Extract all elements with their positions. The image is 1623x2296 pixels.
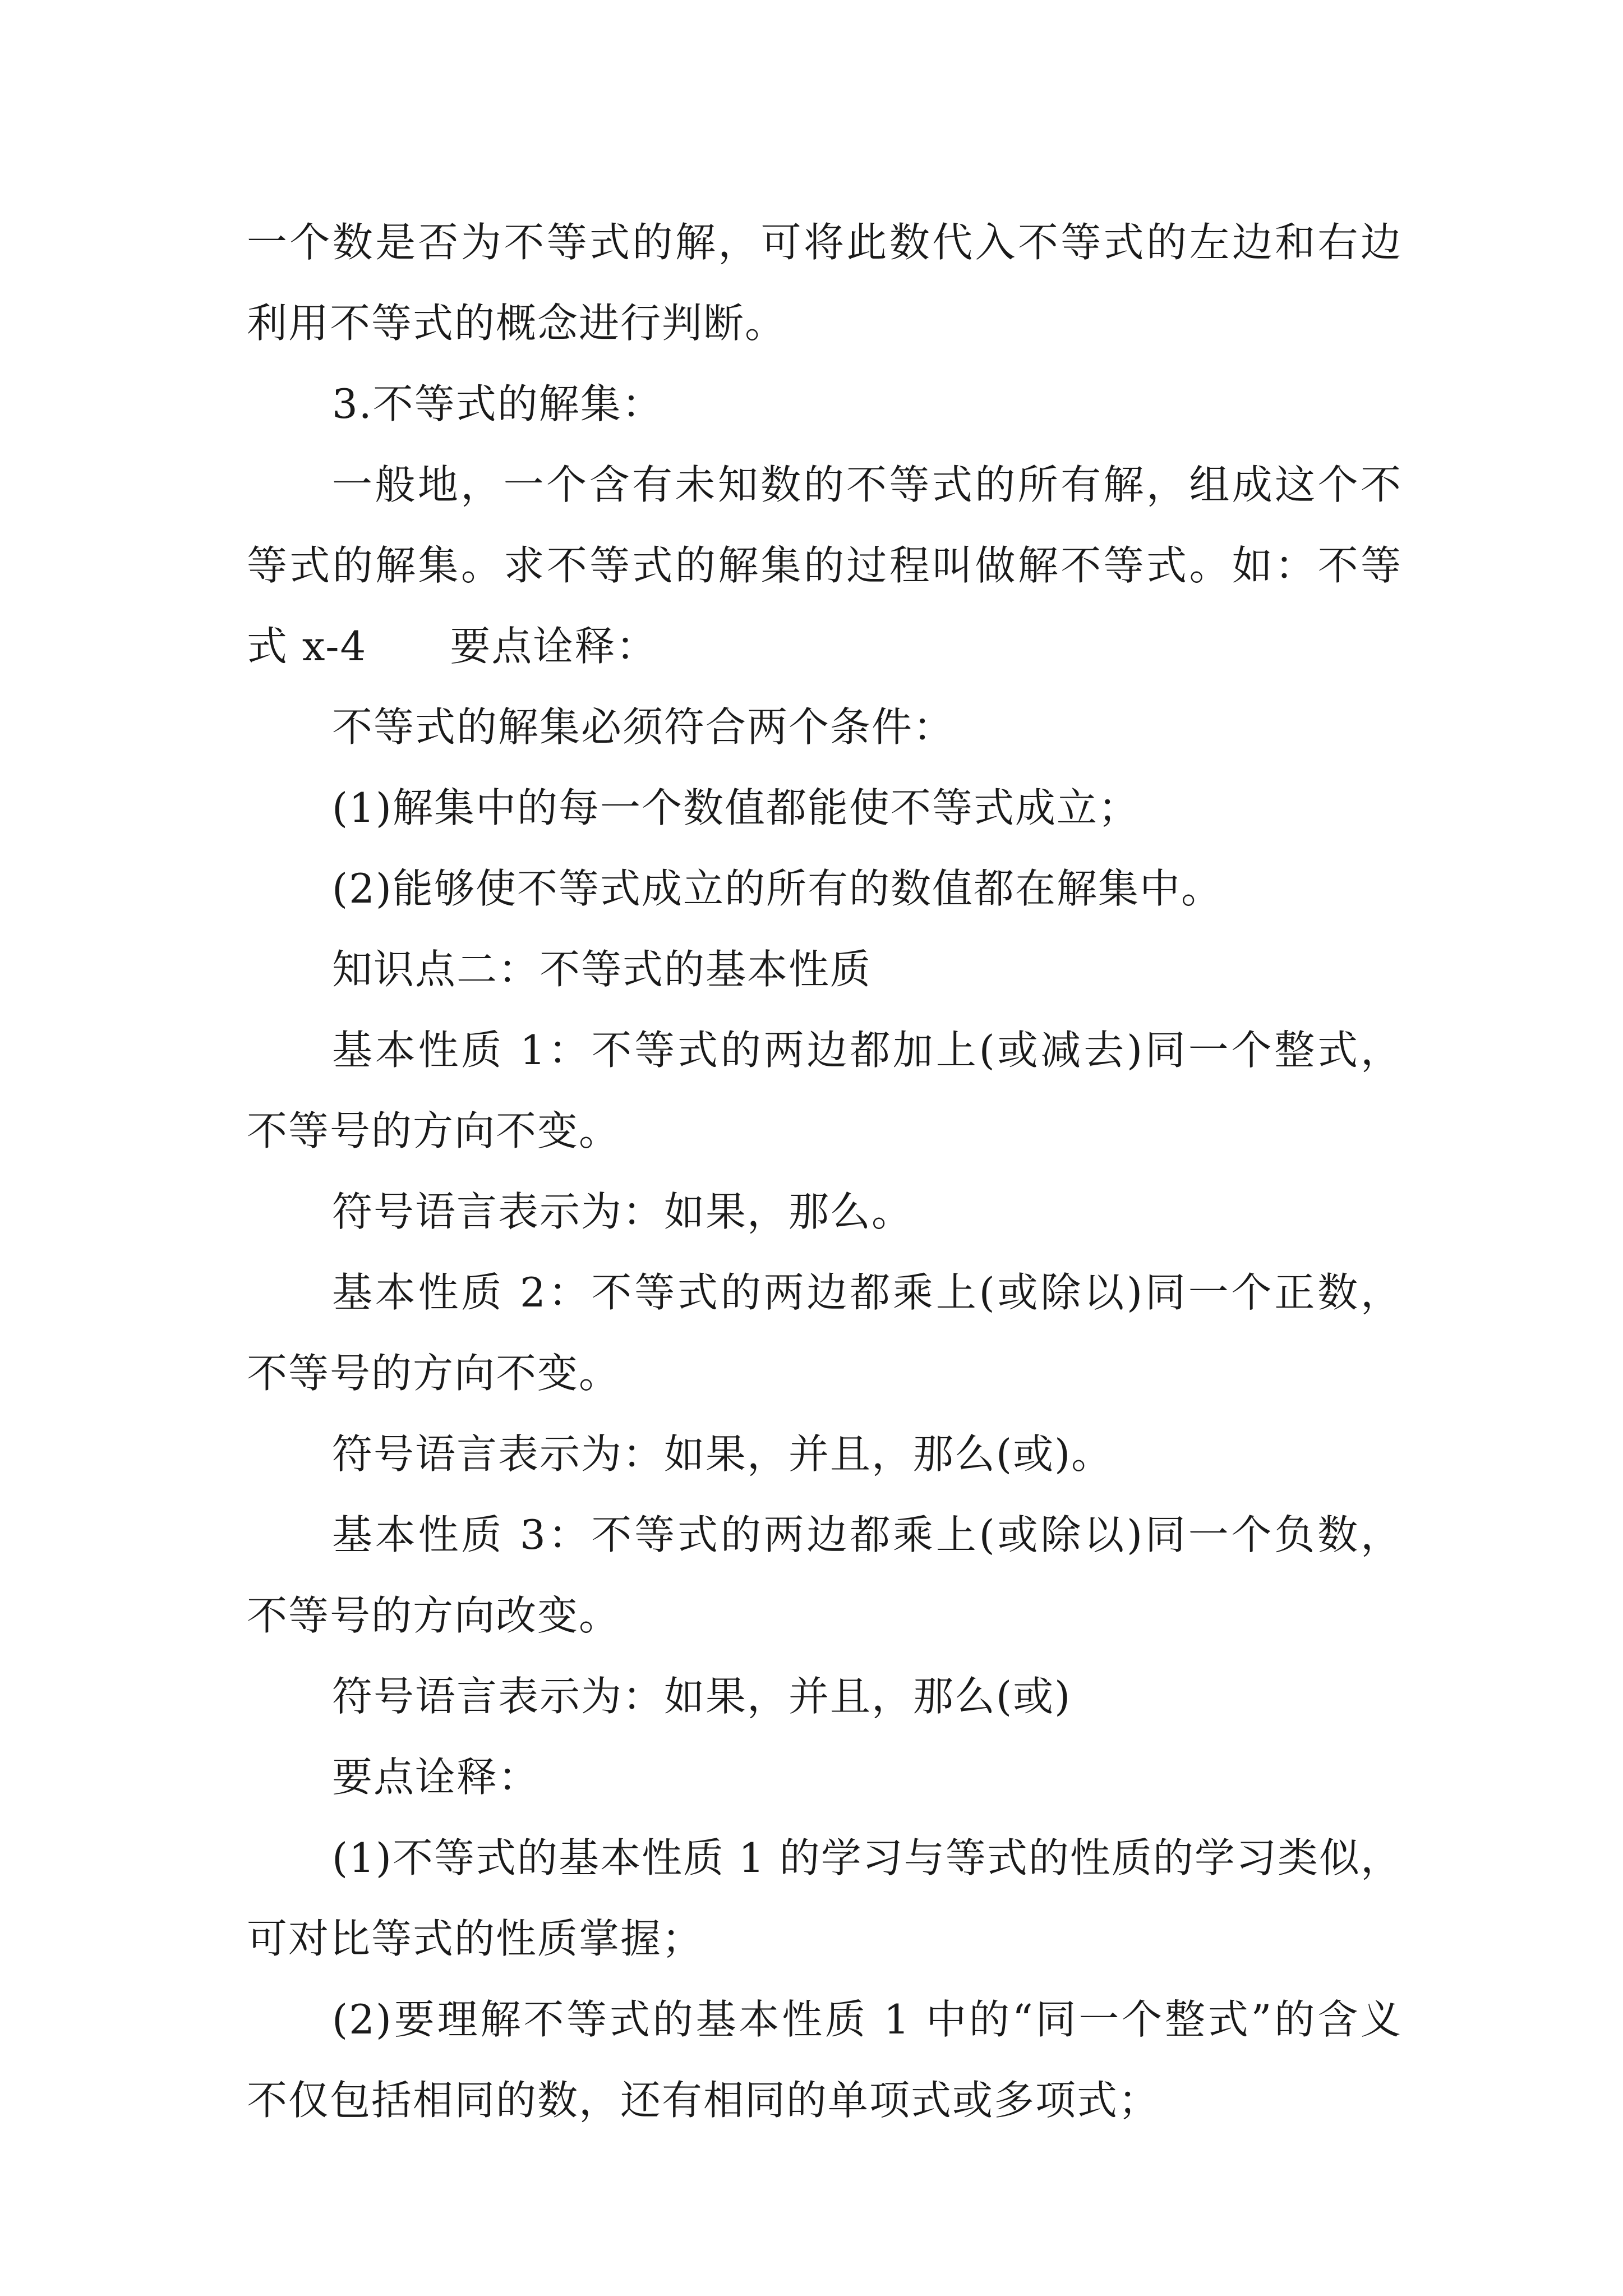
paragraph-2: 一般地，一个含有未知数的不等式的所有解，组成这个不等式的解集。求不等式的解集的过程叫做解不等式。如：不等式 x-4 要点诠释： <box>247 461 1402 670</box>
paragraph-0: 一个数是否为不等式的解，可将此数代入不等式的左边和右边利用不等式的概念进行判断。 <box>247 219 1402 347</box>
paragraph-12: 符号语言表示为：如果，并且，那么(或) <box>332 1673 1072 1720</box>
paragraph-6: 知识点二：不等式的基本性质 <box>332 946 872 993</box>
paragraph-10: 符号语言表示为：如果，并且，那么(或)。 <box>332 1430 1113 1478</box>
paragraph-7: 基本性质 1：不等式的两边都加上(或减去)同一个整式，不等号的方向不变。 <box>247 1027 1402 1154</box>
paragraph-4: (1)解集中的每一个数值都能使不等式成立； <box>332 784 1140 831</box>
paragraph-14: (1)不等式的基本性质 1 的学习与等式的性质的学习类似，可对比等式的性质掌握； <box>247 1834 1402 1962</box>
paragraph-5: (2)能够使不等式成立的所有的数值都在解集中。 <box>332 865 1223 912</box>
paragraph-13: 要点诠释： <box>332 1754 540 1801</box>
document-body <box>247 202 1402 2141</box>
paragraph-9: 基本性质 2：不等式的两边都乘上(或除以)同一个正数，不等号的方向不变。 <box>247 1269 1402 1397</box>
paragraph-8: 符号语言表示为：如果，那么。 <box>332 1188 914 1235</box>
paragraph-15: (2)要理解不等式的基本性质 1 中的“同一个整式”的含义不仅包括相同的数，还有相同的单项式或多项式； <box>247 1996 1402 2124</box>
paragraph-11: 基本性质 3：不等式的两边都乘上(或除以)同一个负数，不等号的方向改变。 <box>247 1511 1402 1639</box>
paragraph-1: 3.不等式的解集： <box>332 380 663 427</box>
paragraph-3: 不等式的解集必须符合两个条件： <box>332 703 955 751</box>
